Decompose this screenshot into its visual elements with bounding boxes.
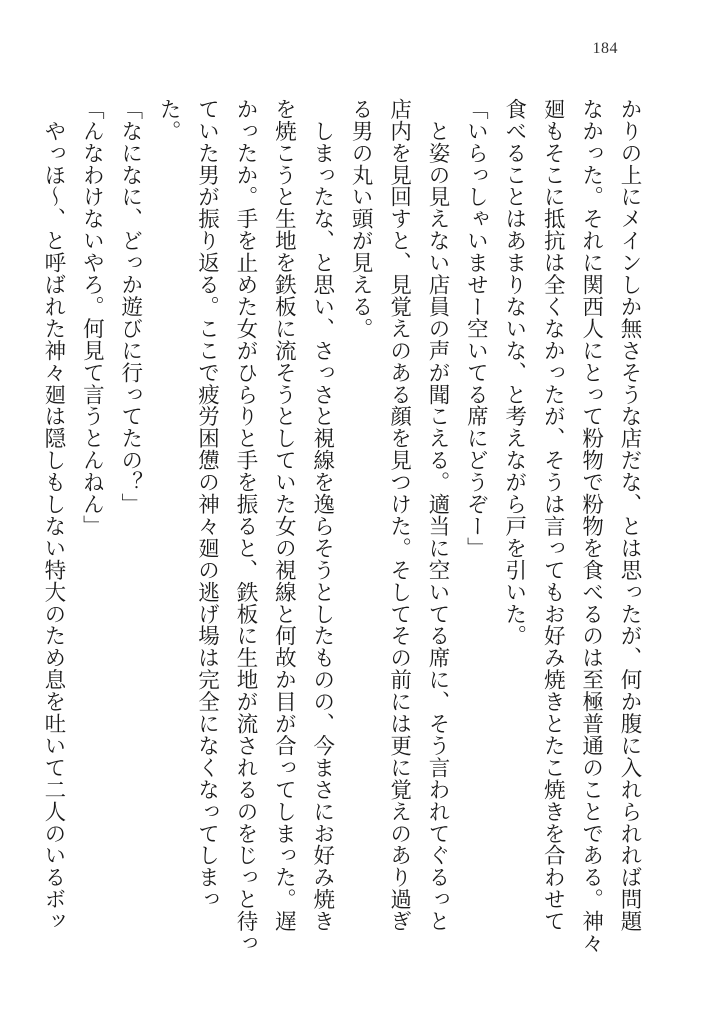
text-line: 店内を見回すと、見覚えのある顔を見つけた。そしてその前には更に覚えのあり過ぎ xyxy=(386,98,412,933)
text-line: かりの上にメインしか無さそうな店だな、とは思ったが、何か腹に入れられれば問題 xyxy=(617,98,642,933)
text-line: なかった。それに関西人にとって粉物で粉物を食べるのは至極普通のことである。神々 xyxy=(578,98,604,955)
text-line: 「んなわけないやろ。何見て言うとんねん」 xyxy=(79,98,105,537)
text-line: ていた男が振り返る。ここで疲労困憊の神々廻の逃げ場は完全になくなってしまっ xyxy=(194,98,220,911)
page-number: 184 xyxy=(592,40,618,57)
text-line: た。 xyxy=(156,98,182,142)
text-line: 食べることはあまりないな、と考えながら戸を引いた。 xyxy=(501,98,527,647)
body-text xyxy=(40,98,648,978)
text-line: を焼こうと生地を鉄板に流そうとしていた女の視線と何故か目が合ってしまった。遅 xyxy=(271,98,297,933)
text-line: 「いらっしゃいませー空いてる席にどうぞー」 xyxy=(463,98,489,559)
text-line: かったか。手を止めた女がひらりと手を振ると、鉄板に生地が流されるのをじっと待っ xyxy=(232,98,258,955)
text-line: る男の丸い頭が見える。 xyxy=(348,98,374,340)
text-line: 廻もそこに抵抗は全くなかったが、そうは言ってもお好み焼きとたこ焼きを合わせて xyxy=(540,98,566,933)
text-line: しまったな、と思い、さっさと視線を逸らそうとしたものの、今まさにお好み焼き xyxy=(309,98,335,933)
text-line: 「なになに、どっか遊びに行ってたの？」 xyxy=(117,98,143,516)
text-line: と姿の見えない店員の声が聞こえる。適当に空いてる席に、そう言われてぐるっと xyxy=(424,98,450,933)
text-line: やっほ〜、と呼ばれた神々廻は隠しもしない特大のため息を吐いて二人のいるボッ xyxy=(40,98,66,933)
